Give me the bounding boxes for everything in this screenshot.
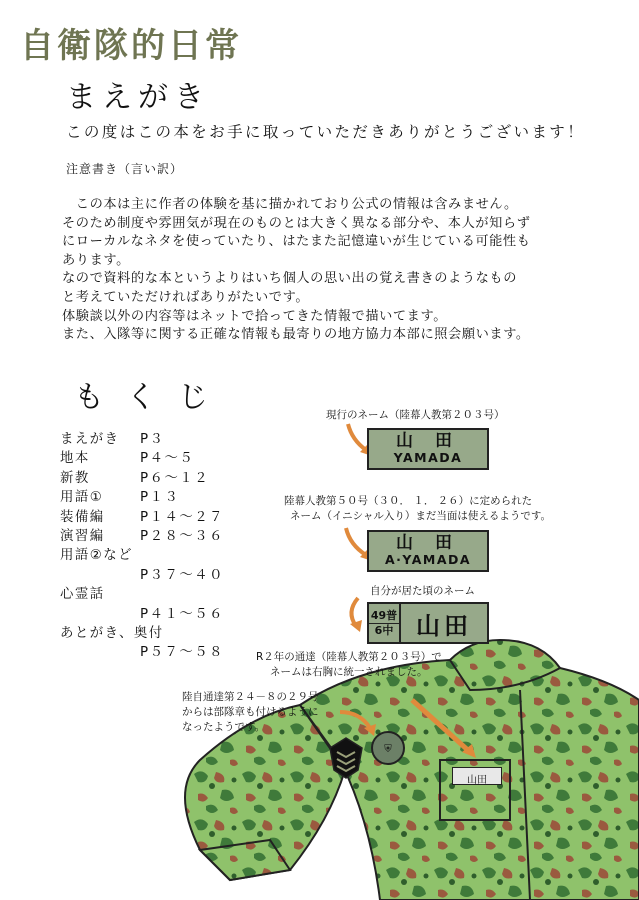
jacket-name-tag <box>452 767 502 785</box>
note-r2-line1: R２年の通達（陸幕人教第２０３号）で <box>256 651 442 663</box>
toc-label: 心霊話 <box>60 587 105 603</box>
toc-page: P３７～４０ <box>140 567 225 583</box>
page-title: 自衛隊的日常 <box>20 26 242 66</box>
toc-page: P４～５ <box>140 451 195 467</box>
body-line: そのため制度や雰囲気が現在のものとは大きく異なる部分や、本人が知らず <box>62 215 531 231</box>
toc-label: 用語① <box>60 490 104 506</box>
body-line: と考えていただければありがたいです。 <box>62 289 310 305</box>
toc-page: P４１～５６ <box>140 606 225 622</box>
note-50-line1: 陸幕人教第５０号（３０． １． ２６）に定められた <box>284 495 533 507</box>
toc-page: P６～１２ <box>140 470 210 486</box>
toc-label: 用語②など <box>60 548 134 564</box>
unit-top: 49普 <box>370 608 398 622</box>
caution-heading: 注意書き（言い訳） <box>66 162 184 176</box>
plate-kanji: 山 田 <box>396 431 460 451</box>
toc-heading: もくじ <box>74 380 230 415</box>
body-line: あります。 <box>62 252 130 268</box>
plate-name: 山田 <box>416 611 472 640</box>
body-line: また、入隊等に関する正確な情報も最寄りの地方協力本部に照会願います。 <box>62 327 530 343</box>
note-50-line2: ネーム（イニシャル入り）まだ当面は使えるようです。 <box>290 510 552 522</box>
toc-page: P２８～３６ <box>140 529 225 545</box>
note-r2-line2: ネームは右胸に統一されました。 <box>270 666 428 678</box>
jacket-name-tag-text: 山田 <box>467 775 487 786</box>
name-plate-old <box>367 602 489 644</box>
plate-roman: A·YAMADA <box>384 552 472 567</box>
body-line: この本は主に作者の体験を基に描かれており公式の情報は含みません。 <box>62 197 518 212</box>
toc-label: 装備編 <box>60 509 105 525</box>
svg-text:⛨: ⛨ <box>384 744 392 755</box>
preface-heading: まえがき <box>66 80 210 115</box>
toc-label: あとがき、奥付 <box>60 626 164 642</box>
body-line: なので資料的な本というよりはいち個人の思い出の覚え書きのようなもの <box>62 271 517 287</box>
note-current: 現行のネーム（陸幕人教第２０３号） <box>326 409 505 421</box>
toc-label: 新教 <box>60 470 90 486</box>
note-patch-line3: なったようです。 <box>182 721 266 733</box>
note-old: 自分が居た頃のネーム <box>370 585 475 597</box>
toc-label: まえがき <box>60 432 120 447</box>
name-plate-initial <box>367 530 489 572</box>
note-patch-line1: 陸自通達第２４－８の２９号 <box>182 691 319 703</box>
name-plate-current <box>367 428 489 470</box>
toc-page: P３ <box>140 432 165 447</box>
note-patch-line2: からは部隊章も付けるように <box>182 706 319 718</box>
body-line: にローカルなネタを使っていたり、はたまた記憶違いが生じている可能性も <box>62 234 531 250</box>
toc-page: P５７～５８ <box>140 645 225 661</box>
plate-roman: YAMADA <box>393 450 463 465</box>
unit-bottom: 6中 <box>369 623 399 638</box>
thanks-line: この度はこの本をお手に取っていただきありがとうございます！ <box>66 123 586 141</box>
toc-label: 地本 <box>60 451 90 467</box>
unit-box <box>369 604 401 642</box>
toc-page: P１４～２７ <box>140 509 225 525</box>
body-line: 体験談以外の内容等はネットで拾ってきた情報で描いてます。 <box>62 308 447 324</box>
toc-label: 演習編 <box>60 529 105 545</box>
toc-page: P１３ <box>140 490 180 506</box>
plate-kanji: 山 田 <box>396 533 460 553</box>
